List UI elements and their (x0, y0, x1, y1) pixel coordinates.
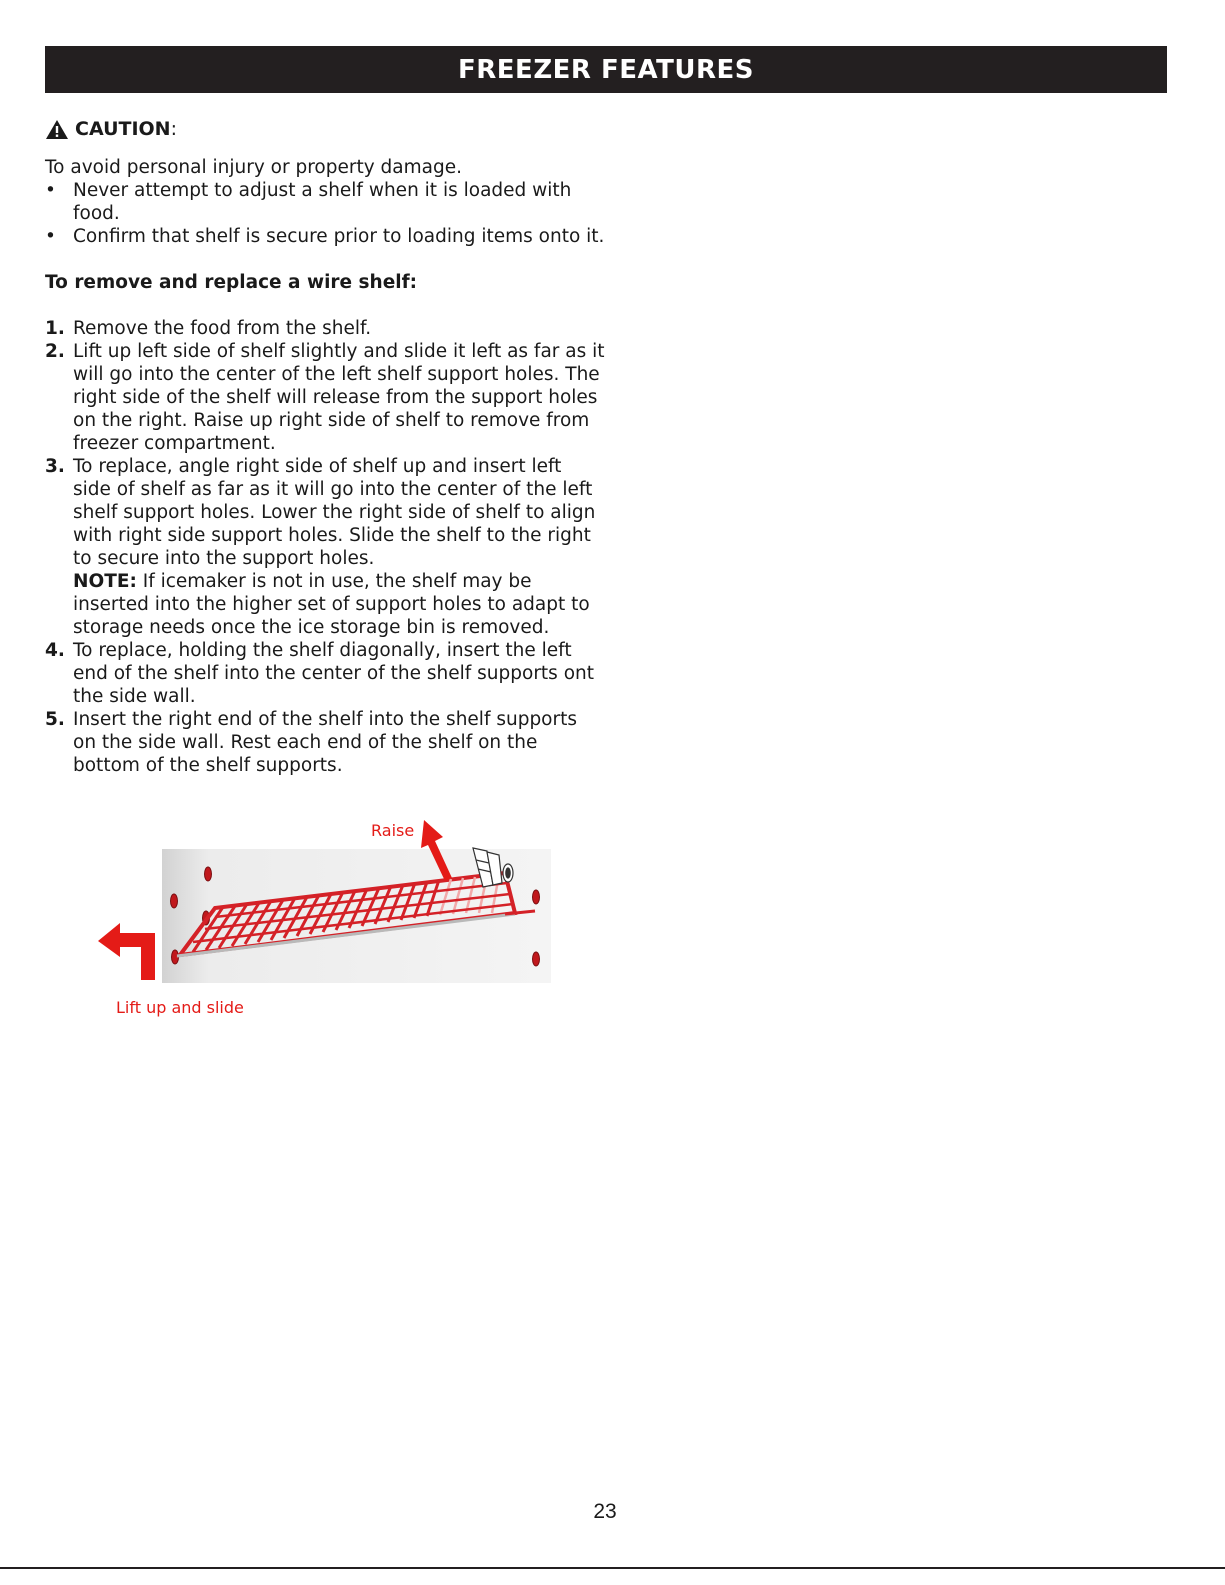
step-item (45, 455, 605, 639)
shelf-removal-illustration (95, 815, 555, 1025)
note-text: If icemaker is not in use, the shelf may be inserted into the higher set of support holes to adapt to storage needs once the ice storage bin is removed. (73, 571, 590, 638)
caution-bullet-text: Never attempt to adjust a shelf when it is loaded with food. (73, 180, 572, 224)
caution-bullet (45, 179, 605, 225)
step-text: Remove the food from the shelf. (73, 318, 372, 339)
bullet-marker: • (45, 226, 56, 247)
step-number: 5. (45, 709, 65, 730)
warning-icon (45, 119, 69, 140)
section-header (45, 46, 1167, 93)
step-item (45, 639, 605, 708)
caution-heading (45, 118, 605, 141)
step-text: To replace, angle right side of shelf up and insert left side of shelf as far as it will go into the center of the left shelf support holes. Lower the right side of shelf to align with right side support holes. Slide the shelf to the right to secure into the support holes. (73, 456, 596, 569)
caution-bullet-text: Confirm that shelf is secure prior to loading items onto it. (73, 226, 605, 247)
raise-label: Raise (371, 821, 415, 840)
page-number: 23 (593, 1500, 617, 1523)
caution-intro: To avoid personal injury or property damage. (45, 157, 462, 178)
bullet-marker: • (45, 180, 56, 201)
section-title: FREEZER FEATURES (458, 54, 754, 85)
lift-slide-arrow-icon (98, 923, 155, 980)
step-number: 4. (45, 640, 65, 661)
lift-slide-label: Lift up and slide (116, 998, 244, 1017)
step-number: 2. (45, 341, 65, 362)
step-item (45, 708, 605, 777)
note-label: NOTE: (73, 571, 137, 592)
shelf-diagram (95, 815, 555, 1025)
step-text: To replace, holding the shelf diagonally, insert the left end of the shelf into the center of the shelf supports ont the side wall. (73, 640, 594, 707)
step-item (45, 340, 605, 455)
instructions-heading: To remove and replace a wire shelf: (45, 272, 418, 293)
caution-title: CAUTION (75, 118, 171, 140)
caution-colon: : (170, 118, 177, 140)
step-number: 1. (45, 318, 65, 339)
step-text: Insert the right end of the shelf into the shelf supports on the side wall. Rest each end of the shelf on the bottom of the shelf supports. (73, 709, 577, 776)
content-column (45, 118, 605, 777)
bottom-divider (0, 1567, 1225, 1569)
step-body (73, 455, 605, 639)
step-number: 3. (45, 456, 65, 477)
step-text: Lift up left side of shelf slightly and slide it left as far as it will go into the center of the left shelf support holes. The right side of the shelf will release from the support holes on the right. Raise up right side of shelf to remove from freezer compartment. (73, 341, 605, 454)
caution-bullet (45, 225, 605, 248)
step-item (45, 317, 605, 340)
